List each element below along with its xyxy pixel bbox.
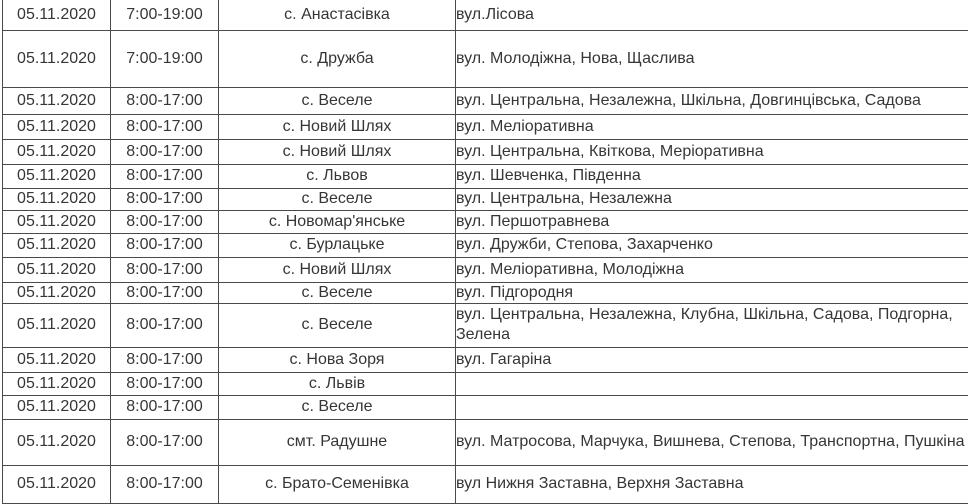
settlement-cell: с. Новий Шлях (219, 257, 456, 282)
table-row (3, 0, 968, 30)
time-cell: 8:00-17:00 (111, 114, 219, 139)
table-row (3, 372, 968, 395)
settlement-cell: с. Брато-Семенівка (219, 465, 456, 503)
table-row (3, 282, 968, 303)
date-cell: 05.11.2020 (3, 139, 111, 164)
settlement-cell: с. Новомар'янське (219, 210, 456, 233)
date-cell: 05.11.2020 (3, 30, 111, 87)
time-cell: 8:00-17:00 (111, 257, 219, 282)
time-cell: 8:00-17:00 (111, 210, 219, 233)
table-body (3, 0, 968, 503)
streets-cell (456, 372, 968, 395)
time-cell: 7:00-19:00 (111, 0, 219, 30)
table-row (3, 30, 968, 87)
table-row (3, 347, 968, 372)
streets-cell: вул. Центральна, Квіткова, Меріоративна (456, 139, 968, 164)
time-cell: 8:00-17:00 (111, 347, 219, 372)
streets-cell: вул Нижня Заставна, Верхня Заставна (456, 465, 968, 503)
date-cell: 05.11.2020 (3, 114, 111, 139)
date-cell: 05.11.2020 (3, 87, 111, 114)
time-cell: 8:00-17:00 (111, 282, 219, 303)
table-row (3, 395, 968, 419)
table-row (3, 257, 968, 282)
settlement-cell: с. Львів (219, 372, 456, 395)
time-cell: 8:00-17:00 (111, 419, 219, 465)
streets-cell: вул. Молодіжна, Нова, Щаслива (456, 30, 968, 87)
date-cell: 05.11.2020 (3, 303, 111, 347)
table-row (3, 87, 968, 114)
settlement-cell: смт. Радушне (219, 419, 456, 465)
date-cell: 05.11.2020 (3, 282, 111, 303)
date-cell: 05.11.2020 (3, 0, 111, 30)
settlement-cell: с. Новий Шлях (219, 114, 456, 139)
time-cell: 8:00-17:00 (111, 465, 219, 503)
streets-cell: вул.Лісова (456, 0, 968, 30)
time-cell: 8:00-17:00 (111, 372, 219, 395)
table-row (3, 303, 968, 347)
time-cell: 8:00-17:00 (111, 395, 219, 419)
time-cell: 8:00-17:00 (111, 303, 219, 347)
settlement-cell: с. Нова Зоря (219, 347, 456, 372)
date-cell: 05.11.2020 (3, 164, 111, 188)
table-row (3, 465, 968, 503)
date-cell: 05.11.2020 (3, 395, 111, 419)
streets-cell: вул. Меліоративна (456, 114, 968, 139)
streets-cell: вул. Центральна, Незалежна (456, 188, 968, 210)
table-row (3, 419, 968, 465)
streets-cell: вул. Шевченка, Південна (456, 164, 968, 188)
table-row (3, 233, 968, 257)
settlement-cell: с. Дружба (219, 30, 456, 87)
streets-cell: вул. Меліоративна, Молодіжна (456, 257, 968, 282)
table-row (3, 139, 968, 164)
date-cell: 05.11.2020 (3, 210, 111, 233)
settlement-cell: с. Львов (219, 164, 456, 188)
time-cell: 8:00-17:00 (111, 188, 219, 210)
settlement-cell: с. Новий Шлях (219, 139, 456, 164)
date-cell: 05.11.2020 (3, 188, 111, 210)
settlement-cell: с. Веселе (219, 282, 456, 303)
date-cell: 05.11.2020 (3, 257, 111, 282)
table-row (3, 188, 968, 210)
streets-cell: вул. Підгородня (456, 282, 968, 303)
settlement-cell: с. Веселе (219, 395, 456, 419)
settlement-cell: с. Анастасівка (219, 0, 456, 30)
date-cell: 05.11.2020 (3, 419, 111, 465)
date-cell: 05.11.2020 (3, 347, 111, 372)
settlement-cell: с. Веселе (219, 87, 456, 114)
settlement-cell: с. Веселе (219, 303, 456, 347)
streets-cell: вул. Центральна, Незалежна, Клубна, Шкільна, Садова, Подгорна, Зелена (456, 303, 968, 347)
table-row (3, 164, 968, 188)
table-row (3, 210, 968, 233)
streets-cell: вул. Центральна, Незалежна, Шкільна, Довгинцівська, Садова (456, 87, 968, 114)
streets-cell: вул. Дружби, Степова, Захарченко (456, 233, 968, 257)
streets-cell: вул. Матросова, Марчука, Вишнева, Степова, Транспортна, Пушкіна (456, 419, 968, 465)
streets-cell (456, 395, 968, 419)
date-cell: 05.11.2020 (3, 465, 111, 503)
outage-schedule-table (2, 0, 968, 504)
time-cell: 8:00-17:00 (111, 164, 219, 188)
time-cell: 8:00-17:00 (111, 87, 219, 114)
time-cell: 8:00-17:00 (111, 139, 219, 164)
settlement-cell: с. Веселе (219, 188, 456, 210)
date-cell: 05.11.2020 (3, 233, 111, 257)
time-cell: 8:00-17:00 (111, 233, 219, 257)
settlement-cell: с. Бурлацьке (219, 233, 456, 257)
time-cell: 7:00-19:00 (111, 30, 219, 87)
streets-cell: вул. Гагаріна (456, 347, 968, 372)
date-cell: 05.11.2020 (3, 372, 111, 395)
streets-cell: вул. Першотравнева (456, 210, 968, 233)
table-row (3, 114, 968, 139)
